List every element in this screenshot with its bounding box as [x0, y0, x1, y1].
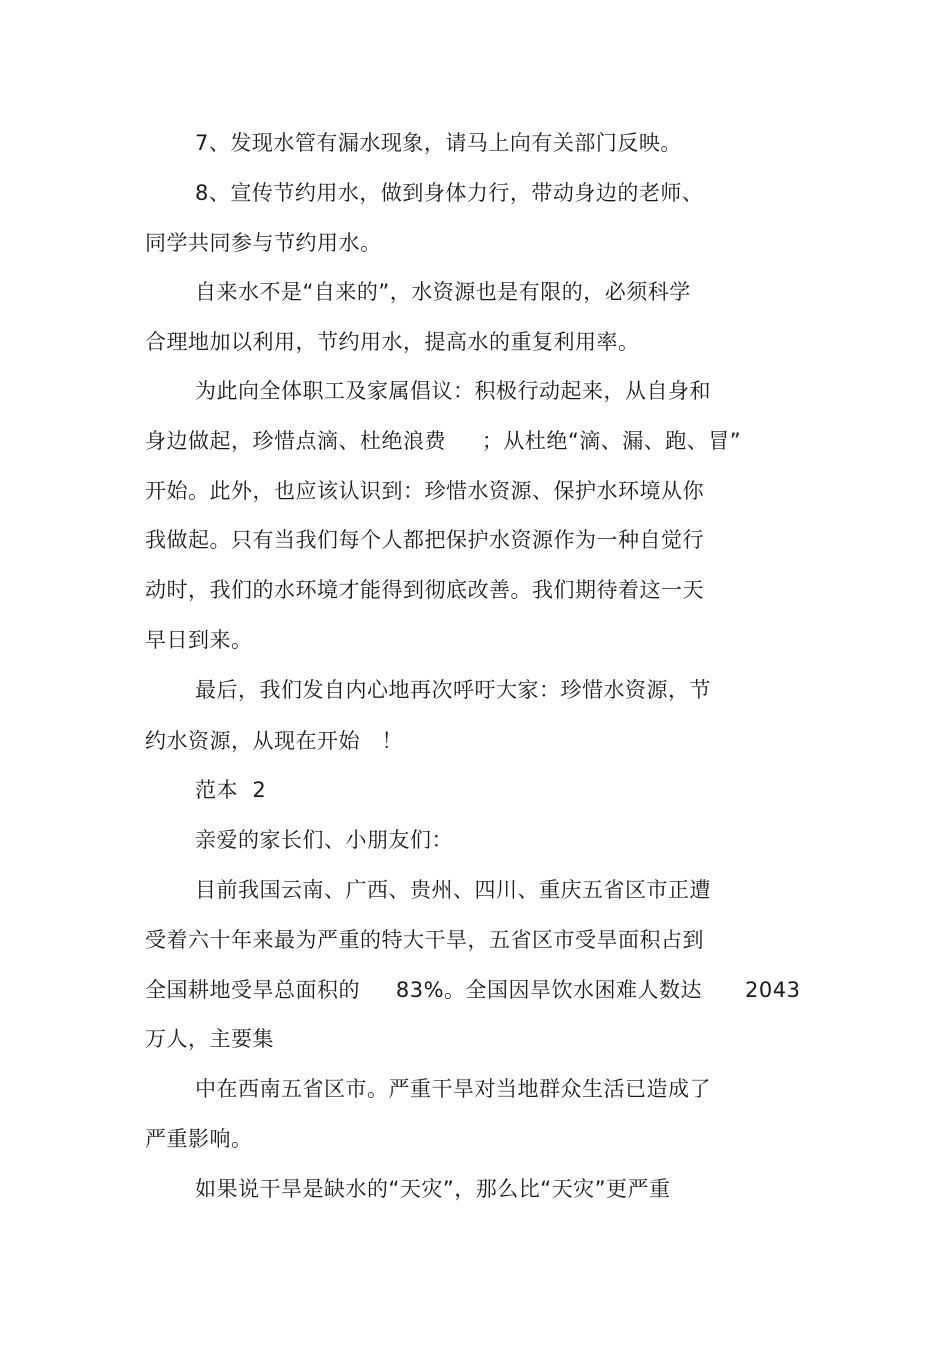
text-line: 受着六十年来最为严重的特大干旱，五省区市受旱面积占到 — [145, 928, 704, 952]
text-line: 合理地加以利用，节约用水，提高水的重复利用率。 — [145, 330, 640, 354]
text-line: 亲爱的家长们、小朋友们： — [195, 828, 453, 852]
text-line: 严重影响。 — [145, 1127, 253, 1151]
text-line: 我做起。只有当我们每个人都把保护水资源作为一种自觉行 — [145, 528, 704, 552]
text-line: 开始。此外，也应该认识到：珍惜水资源、保护水环境从你 — [145, 479, 704, 503]
text-line: 为此向全体职工及家属倡议：积极行动起来，从自身和 — [195, 379, 711, 403]
text-line: 7、发现水管有漏水现象，请马上向有关部门反映。 — [195, 131, 682, 155]
text-line: 全国耕地受旱总面积的 83%。全国因旱饮水困难人数达 2043 — [145, 978, 801, 1002]
text-line: 最后，我们发自内心地再次呼吁大家：珍惜水资源，节 — [195, 678, 711, 702]
text-line: 同学共同参与节约用水。 — [145, 231, 382, 255]
text-line: 身边做起，珍惜点滴、杜绝浪费 ；从杜绝“滴、漏、跑、冒” — [145, 429, 742, 453]
section-heading: 范本 2 — [195, 778, 267, 802]
text-line: 万人，主要集 — [145, 1027, 274, 1051]
text-line: 目前我国云南、广西、贵州、四川、重庆五省区市正遭 — [195, 878, 711, 902]
text-line: 中在西南五省区市。严重干旱对当地群众生活已造成了 — [195, 1077, 711, 1101]
text-line: 约水资源，从现在开始 ！ — [145, 729, 403, 753]
text-line: 8、宣传节约用水，做到身体力行，带动身边的老师、 — [195, 181, 704, 205]
text-line: 如果说干旱是缺水的“天灾”，那么比“天灾”更严重 — [195, 1177, 671, 1201]
text-line: 动时，我们的水环境才能得到彻底改善。我们期待着这一天 — [145, 578, 704, 602]
text-line: 自来水不是“自来的”，水资源也是有限的，必须科学 — [195, 280, 691, 304]
text-line: 早日到来。 — [145, 628, 253, 652]
